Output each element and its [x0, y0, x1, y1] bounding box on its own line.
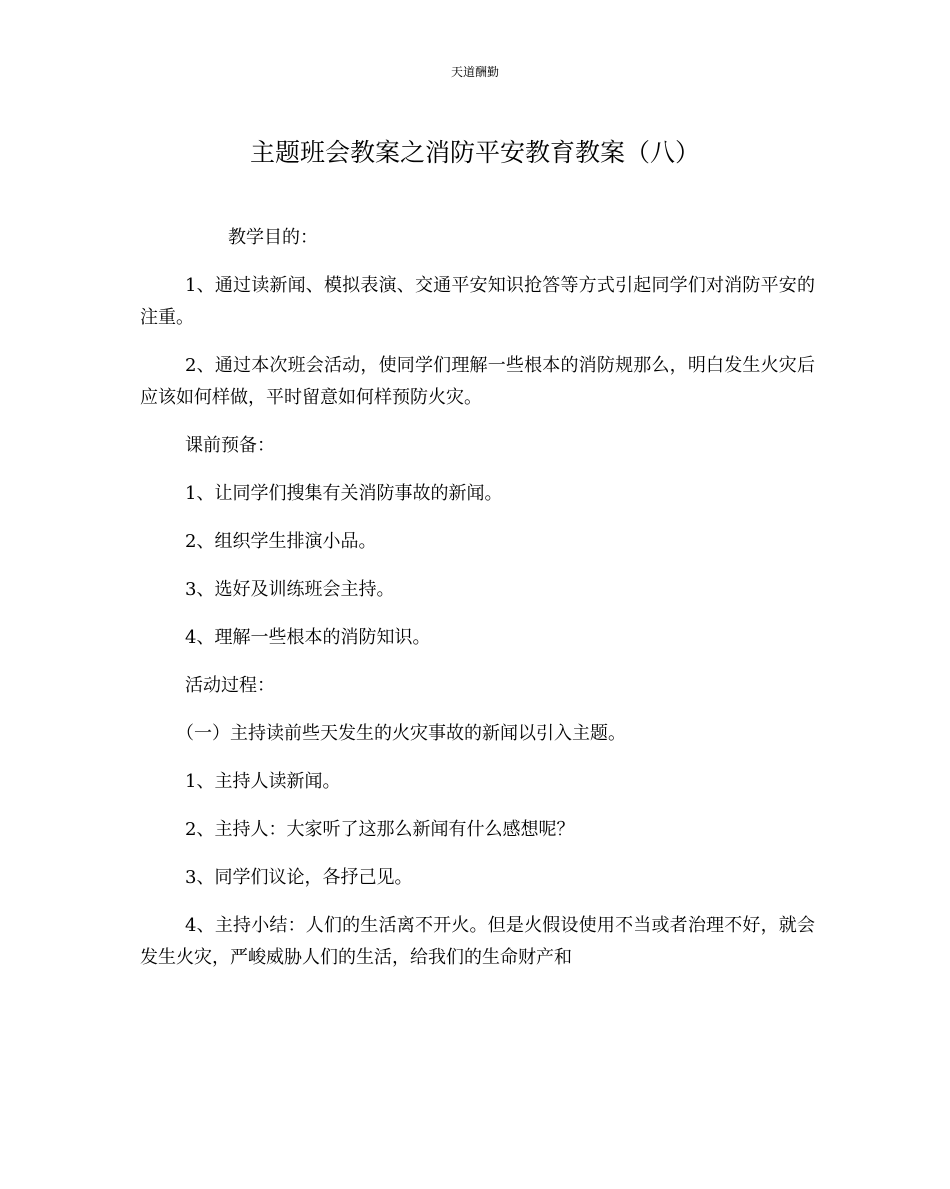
paragraph-objective-heading: 教学目的： [228, 227, 318, 248]
paragraph-objective-2: 2、通过本次班会活动，使同学们理解一些根本的消防规那么，明白发生火灾后应该如何样做，平时留意如何样预防火灾。 [140, 355, 815, 408]
paragraph-preparation-1: 1、让同学们搜集有关消防事故的新闻。 [185, 483, 503, 504]
paragraph-process-section-1: （一）主持读前些天发生的火灾事故的新闻以引入主题。 [176, 723, 626, 744]
document-body [140, 222, 815, 990]
paragraph-preparation-4: 4、理解一些根本的消防知识。 [185, 627, 431, 648]
paragraph-process-4: 4、主持小结：人们的生活离不开火。但是火假设使用不当或者治理不好，就会发生火灾，严峻威胁人们的生活，给我们的生命财产和 [140, 915, 815, 968]
paragraph-preparation-heading: 课前预备： [185, 435, 275, 456]
page-header: 天道酬勤 [450, 65, 499, 79]
document-title: 主题班会教案之消防平安教育教案（八） [249, 138, 700, 167]
paragraph-process-3: 3、同学们议论，各抒己见。 [185, 867, 413, 888]
paragraph-process-1: 1、主持人读新闻。 [185, 771, 341, 792]
paragraph-objective-1: 1、通过读新闻、模拟表演、交通平安知识抢答等方式引起同学们对消防平安的注重。 [140, 275, 815, 328]
paragraph-preparation-3: 3、选好及训练班会主持。 [185, 579, 395, 600]
paragraph-preparation-2: 2、组织学生排演小品。 [185, 531, 377, 552]
paragraph-process-heading: 活动过程： [185, 675, 275, 696]
paragraph-process-2: 2、主持人：大家听了这那么新闻有什么感想呢？ [185, 819, 575, 840]
